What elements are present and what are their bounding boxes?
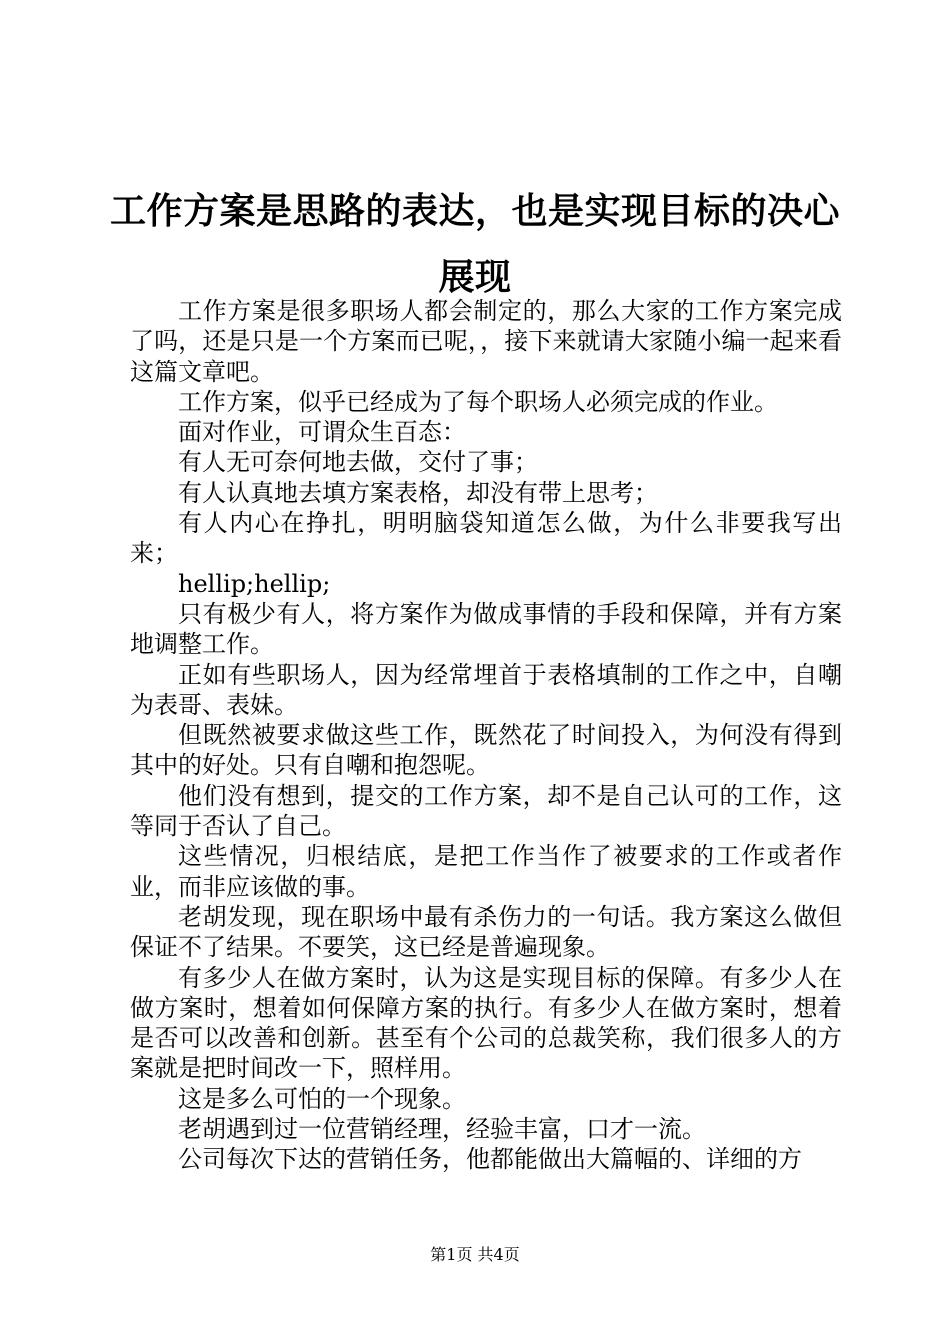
- paragraph: 正如有些职场人，因为经常埋首于表格填制的工作之中，自嘲为表哥、表妹。: [130, 660, 842, 719]
- paragraph: 工作方案，似乎已经成为了每个职场人必须完成的作业。: [178, 387, 778, 416]
- page-title: [100, 178, 850, 310]
- paragraph: 有人内心在挣扎，明明脑袋知道怎么做，为什么非要我写出来；: [130, 509, 842, 568]
- paragraph: 但既然被要求做这些工作，既然花了时间投入，为何没有得到其中的好处。只有自嘲和抱怨呢。: [130, 721, 842, 780]
- paragraph: 这是多么可怕的一个现象。: [178, 1084, 466, 1113]
- paragraph: 只有极少有人，将方案作为做成事情的手段和保障，并有方案地调整工作。: [130, 599, 842, 659]
- title-line-2: 展现: [438, 256, 512, 298]
- document-body: [130, 296, 842, 1175]
- paragraph: 他们没有想到，提交的工作方案，却不是自己认可的工作，这等同于否认了自己。: [130, 781, 842, 841]
- paragraph: 公司每次下达的营销任务，他都能做出大篇幅的、详细的方: [178, 1145, 802, 1174]
- page-footer: 第1页 共4页: [430, 1245, 520, 1264]
- paragraph: 老胡遇到过一位营销经理，经验丰富，口才一流。: [178, 1115, 706, 1144]
- paragraph: hellip;hellip;: [178, 569, 331, 598]
- paragraph: 老胡发现，现在职场中最有杀伤力的一句话。我方案这么做但保证不了结果。不要笑，这已经是普遍现象。: [130, 902, 842, 962]
- paragraph: 有人无可奈何地去做，交付了事；: [178, 448, 538, 477]
- title-line-1: 工作方案是思路的表达，也是实现目标的决心: [109, 190, 840, 232]
- paragraph: 有多少人在做方案时，认为这是实现目标的保障。有多少人在做方案时，想着如何保障方案的执行。有多少人在做方案时，想着是否可以改善和创新。甚至有个公司的总裁笑称，我们很多人的方案就是把时间改一下，照样用。: [130, 963, 842, 1083]
- paragraph: 这些情况，归根结底，是把工作当作了被要求的工作或者作业，而非应该做的事。: [130, 842, 842, 901]
- paragraph: 面对作业，可谓众生百态：: [178, 418, 466, 447]
- paragraph: 有人认真地去填方案表格，却没有带上思考；: [178, 478, 658, 507]
- paragraph: 工作方案是很多职场人都会制定的，那么大家的工作方案完成了吗，还是只是一个方案而已呢，，接下来就请大家随小编一起来看这篇文章吧。: [130, 297, 842, 386]
